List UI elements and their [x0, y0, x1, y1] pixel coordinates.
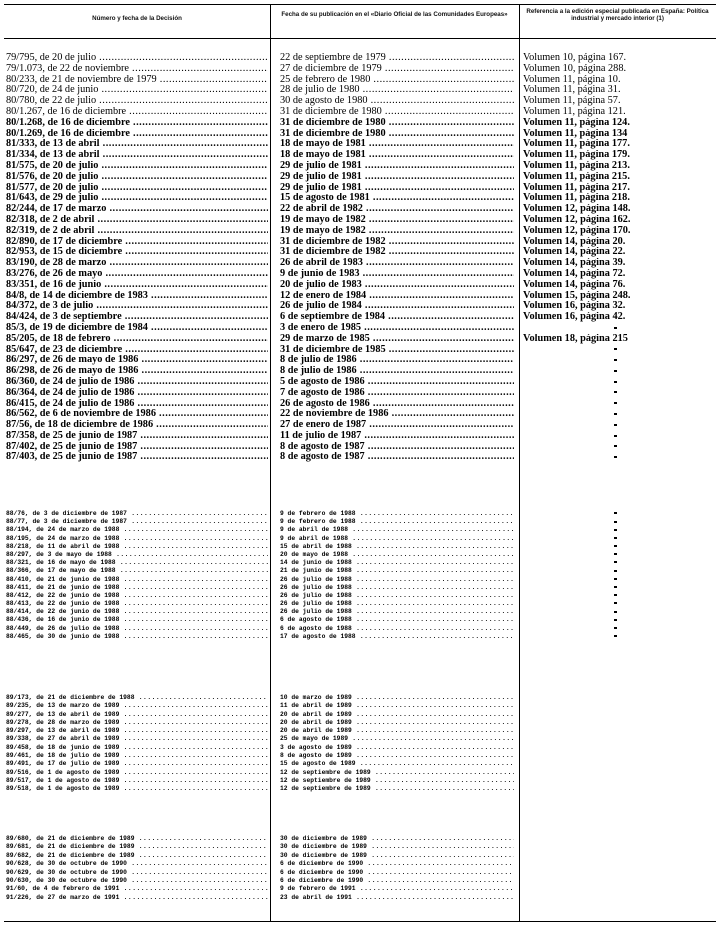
publication-date-row: 20 de abril de 1989 .....: [280, 719, 514, 727]
reference-row: Volumen 14, página 20.: [523, 236, 626, 247]
reference-row: Volumen 11, página 134: [523, 128, 628, 139]
reference-row: [523, 535, 716, 543]
bottom-rule: [4, 921, 716, 922]
publication-date-row: 26 de julio de 1984 .....: [280, 301, 514, 312]
reference-row: [523, 584, 716, 592]
publication-date-row: 12 de septiembre de 1989 .....: [280, 769, 514, 777]
reference-row: [523, 355, 716, 366]
reference-row: [523, 608, 716, 616]
publication-date-row: 26 de agosto de 1986 .....: [280, 399, 514, 410]
reference-row: Volumen 11, página 124.: [523, 117, 630, 128]
reference-row: Volumen 14, página 72.: [523, 268, 626, 279]
block1-date-column: [280, 53, 514, 463]
decision-number-row: 88/77, de 3 de diciembre de 1987 .....: [6, 518, 268, 526]
dash-mark: [614, 600, 617, 608]
publication-date-row: 15 de agosto de 1989 .....: [280, 760, 514, 768]
reference-row: [523, 625, 716, 633]
publication-date-row: 20 de abril de 1989 .....: [280, 727, 514, 735]
publication-date-row: 9 de junio de 1983 .....: [280, 269, 514, 280]
top-rule: [4, 4, 716, 5]
decision-number-row: 89/516, de 1 de agosto de 1989 .....: [6, 769, 268, 777]
decision-number-row: 82/953, de 15 de diciembre .....: [6, 247, 268, 258]
dash-mark: [614, 323, 617, 334]
dash-mark: [614, 442, 617, 453]
reference-row: Volumen 16, página 32.: [523, 301, 626, 312]
reference-row: [523, 452, 716, 463]
decision-number-row: 80/1.267, de 16 de diciembre .....: [6, 107, 268, 118]
reference-row: [523, 442, 716, 453]
block2-decision-column: [6, 510, 268, 641]
decision-number-row: 86/360, de 24 de julio de 1986 .....: [6, 377, 268, 388]
header-publication-date: Fecha de su publicación en el «Diario Oficial de las Comunidades Europeas»: [281, 11, 508, 18]
publication-date-row: 21 de junio de 1988 .....: [280, 567, 514, 575]
block4-date-column: [280, 835, 514, 902]
decision-number-row: 89/682, de 21 de diciembre de 1989 .....: [6, 852, 268, 860]
reference-row: Volumen 11, página 31.: [523, 85, 621, 96]
decision-number-row: 87/56, de 18 de diciembre de 1986 .....: [6, 420, 268, 431]
publication-date-row: 11 de julio de 1987 .....: [280, 431, 514, 442]
dash-mark: [614, 592, 617, 600]
decision-number-row: 90/630, de 30 de octubre de 1990 .....: [6, 877, 268, 885]
decision-number-row: 84/372, de 3 de julio .....: [6, 301, 268, 312]
dash-mark: [614, 409, 617, 420]
decision-number-row: 86/297, de 26 de mayo de 1986 .....: [6, 355, 268, 366]
decision-number-row: 87/402, de 25 de junio de 1987 .....: [6, 442, 268, 453]
publication-date-row: 18 de mayo de 1981 .....: [280, 139, 514, 150]
dash-mark: [614, 345, 617, 356]
decision-number-row: 82/244, de 17 de marzo .....: [6, 204, 268, 215]
decision-number-row: 88/195, de 24 de marzo de 1988 .....: [6, 535, 268, 543]
decision-number-row: 85/205, de 18 de febrero .....: [6, 334, 268, 345]
reference-row: Volumen 15, página 248.: [523, 290, 631, 301]
publication-date-row: 15 de abril de 1988 .....: [280, 543, 514, 551]
decision-number-row: 81/334, de 13 de abril .....: [6, 150, 268, 161]
publication-date-row: 25 de mayo de 1989 .....: [280, 735, 514, 743]
dash-mark: [614, 567, 617, 575]
publication-date-row: 12 de septiembre de 1989 .....: [280, 777, 514, 785]
decision-number-row: 89/338, de 27 de abril de 1989 .....: [6, 735, 268, 743]
publication-date-row: 31 de diciembre de 1980 .....: [280, 107, 514, 118]
header-decision-number: Número y fecha de la Decisión: [92, 15, 182, 22]
block1-decision-column: [6, 53, 268, 463]
publication-date-row: 9 de febrero de 1988 .....: [280, 510, 514, 518]
publication-date-row: 22 de abril de 1982 .....: [280, 204, 514, 215]
dash-mark: [614, 551, 617, 559]
publication-date-row: 18 de mayo de 1981 .....: [280, 150, 514, 161]
publication-date-row: 29 de julio de 1981 .....: [280, 161, 514, 172]
publication-date-row: 28 de julio de 1980 .....: [280, 85, 514, 96]
reference-row: Volumen 10, página 167.: [523, 53, 627, 63]
reference-row: Volumen 11, página 218.: [523, 193, 630, 204]
reference-row: [523, 616, 716, 624]
reference-row: Volumen 14, página 39.: [523, 258, 626, 269]
decision-number-row: 88/410, de 21 de junio de 1988 .....: [6, 576, 268, 584]
publication-date-row: 8 de julio de 1986 .....: [280, 355, 514, 366]
decision-number-row: 89/173, de 21 de diciembre de 1988 .....: [6, 694, 268, 702]
publication-date-row: 30 de diciembre de 1989 .....: [280, 843, 514, 851]
decision-number-row: 85/3, de 19 de diciembre de 1984 .....: [6, 323, 268, 334]
publication-date-row: 8 de julio de 1986 .....: [280, 366, 514, 377]
publication-date-row: 9 de abril de 1988 .....: [280, 535, 514, 543]
dash-mark: [614, 377, 617, 388]
publication-date-row: 26 de abril de 1983 .....: [280, 258, 514, 269]
reference-row: Volumen 14, página 76.: [523, 279, 626, 290]
decision-number-row: 88/412, de 22 de junio de 1988 .....: [6, 592, 268, 600]
publication-date-row: 27 de diciembre de 1979 .....: [280, 64, 514, 75]
publication-date-row: 31 de diciembre de 1980 .....: [280, 129, 514, 140]
reference-row: [523, 366, 716, 377]
dash-mark: [614, 510, 617, 518]
decision-number-row: 81/643, de 29 de julio .....: [6, 193, 268, 204]
publication-date-row: 9 de febrero de 1988 .....: [280, 518, 514, 526]
reference-row: [523, 600, 716, 608]
decision-number-row: 88/218, de 11 de abril de 1988 .....: [6, 543, 268, 551]
publication-date-row: 31 de diciembre de 1982 .....: [280, 247, 514, 258]
reference-row: [523, 388, 716, 399]
decision-number-row: 80/780, de 22 de julio .....: [6, 96, 268, 107]
decision-number-row: 83/276, de 26 de mayo .....: [6, 269, 268, 280]
decision-number-row: 89/461, de 18 de julio de 1989 .....: [6, 752, 268, 760]
reference-row: Volumen 14, página 22.: [523, 247, 626, 258]
decision-number-row: 80/233, de 21 de noviembre de 1979 .....: [6, 75, 268, 86]
dash-mark: [614, 452, 617, 463]
dash-mark: [614, 526, 617, 534]
publication-date-row: 29 de marzo de 1985 .....: [280, 334, 514, 345]
dash-mark: [614, 355, 617, 366]
publication-date-row: 14 de junio de 1988 .....: [280, 559, 514, 567]
decision-number-row: 88/413, de 22 de junio de 1988 .....: [6, 600, 268, 608]
reference-row: Volumen 11, página 215.: [523, 171, 630, 182]
publication-date-row: 29 de julio de 1981 .....: [280, 183, 514, 194]
reference-row: [523, 551, 716, 559]
publication-date-row: 5 de agosto de 1986 .....: [280, 377, 514, 388]
reference-row: Volumen 11, página 217.: [523, 182, 630, 193]
decision-number-row: 81/333, de 13 de abril .....: [6, 139, 268, 150]
decision-number-row: 89/518, de 1 de agosto de 1989 .....: [6, 785, 268, 793]
publication-date-row: 26 de julio de 1988 .....: [280, 600, 514, 608]
block4-decision-column: [6, 835, 268, 902]
reference-row: [523, 377, 716, 388]
reference-row: Volumen 11, página 10.: [523, 74, 621, 85]
dash-mark: [614, 431, 617, 442]
decision-number-row: 90/628, de 30 de octubre de 1990 .....: [6, 860, 268, 868]
reference-row: [523, 399, 716, 410]
decision-number-row: 91/60, de 4 de febrero de 1991 .....: [6, 885, 268, 893]
decision-number-row: 87/403, de 25 de junio de 1987 .....: [6, 452, 268, 463]
decision-number-row: 89/235, de 13 de marzo de 1989 .....: [6, 702, 268, 710]
publication-date-row: 26 de julio de 1988 .....: [280, 608, 514, 616]
dash-mark: [614, 399, 617, 410]
decision-number-row: 88/297, de 3 de mayo de 1988 .....: [6, 551, 268, 559]
reference-row: Volumen 12, página 170.: [523, 225, 631, 236]
publication-date-row: 6 de agosto de 1988 .....: [280, 616, 514, 624]
decision-number-row: 88/76, de 3 de diciembre de 1987 .....: [6, 510, 268, 518]
decision-number-row: 82/319, de 2 de abril .....: [6, 226, 268, 237]
decision-number-row: 81/576, de 20 de julio .....: [6, 172, 268, 183]
reference-row: [523, 559, 716, 567]
publication-date-row: 20 de julio de 1983 .....: [280, 280, 514, 291]
reference-row: Volumen 11, página 213.: [523, 160, 630, 171]
publication-date-row: 31 de diciembre de 1985 .....: [280, 345, 514, 356]
block2-date-column: [280, 510, 514, 641]
reference-row: [523, 567, 716, 575]
header-special-edition-reference: Referencia a la edición especial publicada en España: Política industrial y mercado interior (1): [526, 8, 709, 23]
reference-row: [523, 576, 716, 584]
dash-mark: [614, 388, 617, 399]
publication-date-row: 30 de diciembre de 1989 .....: [280, 852, 514, 860]
publication-date-row: 3 de enero de 1985 .....: [280, 323, 514, 334]
publication-date-row: 17 de agosto de 1988 .....: [280, 633, 514, 641]
block3-decision-column: [6, 694, 268, 794]
reference-row: Volumen 11, página 177.: [523, 139, 630, 150]
decision-number-row: 89/680, de 21 de diciembre de 1989 .....: [6, 835, 268, 843]
decision-number-row: 79/1.073, de 22 de noviembre .....: [6, 64, 268, 75]
dash-mark: [614, 625, 617, 633]
decision-number-row: 88/449, de 26 de julio de 1988 .....: [6, 625, 268, 633]
reference-row: [523, 345, 716, 356]
reference-row: Volumen 16, página 42.: [523, 312, 626, 323]
header-rule: [4, 38, 716, 39]
decision-number-row: 89/491, de 17 de julio de 1989 .....: [6, 760, 268, 768]
decision-number-row: 81/575, de 20 de julio .....: [6, 161, 268, 172]
dash-mark: [614, 633, 617, 641]
dash-mark: [614, 576, 617, 584]
reference-row: [523, 510, 716, 518]
decision-number-row: 85/647, de 23 de diciembre .....: [6, 345, 268, 356]
decision-number-row: 83/190, de 28 de marzo .....: [6, 258, 268, 269]
publication-date-row: 15 de agosto de 1981 .....: [280, 193, 514, 204]
decision-number-row: 88/194, de 24 de marzo de 1988 .....: [6, 526, 268, 534]
publication-date-row: 31 de diciembre de 1980 .....: [280, 118, 514, 129]
publication-date-row: 12 de enero de 1984 .....: [280, 291, 514, 302]
publication-date-row: 26 de julio de 1988 .....: [280, 592, 514, 600]
decision-number-row: 89/517, de 1 de agosto de 1989 .....: [6, 777, 268, 785]
decision-number-row: 83/351, de 16 de junio .....: [6, 280, 268, 291]
publication-date-row: 30 de diciembre de 1989 .....: [280, 835, 514, 843]
reference-row: Volumen 12, página 148.: [523, 204, 631, 215]
decision-number-row: 91/226, de 27 de marzo de 1991 .....: [6, 894, 268, 902]
decision-number-row: 86/562, de 6 de noviembre de 1986 .....: [6, 409, 268, 420]
dash-mark: [614, 559, 617, 567]
reference-row: Volumen 11, página 57.: [523, 96, 621, 107]
dash-mark: [614, 420, 617, 431]
reference-row: [523, 409, 716, 420]
publication-date-row: 22 de noviembre de 1986 .....: [280, 409, 514, 420]
dash-mark: [614, 535, 617, 543]
reference-row: [523, 323, 716, 334]
decision-number-row: 89/458, de 18 de junio de 1989 .....: [6, 744, 268, 752]
publication-date-row: 7 de agosto de 1986 .....: [280, 388, 514, 399]
decision-number-row: 89/277, de 13 de abril de 1989 .....: [6, 711, 268, 719]
reference-row: [523, 518, 716, 526]
decision-number-row: 86/364, de 24 de julio de 1986 .....: [6, 388, 268, 399]
publication-date-row: 29 de julio de 1981 .....: [280, 172, 514, 183]
publication-date-row: 26 de julio de 1988 .....: [280, 576, 514, 584]
decision-number-row: 89/297, de 13 de abril de 1989 .....: [6, 727, 268, 735]
reference-row: Volumen 11, página 121.: [523, 106, 626, 117]
reference-row: [523, 543, 716, 551]
publication-date-row: 6 de diciembre de 1990 .....: [280, 869, 514, 877]
publication-date-row: 11 de abril de 1989 .....: [280, 702, 514, 710]
publication-date-row: 3 de agosto de 1989 .....: [280, 744, 514, 752]
publication-date-row: 6 de diciembre de 1990 .....: [280, 877, 514, 885]
publication-date-row: 27 de enero de 1987 .....: [280, 420, 514, 431]
decision-number-row: 86/415, de 24 de julio de 1986 .....: [6, 399, 268, 410]
decision-number-row: 84/424, de 3 de septiembre .....: [6, 312, 268, 323]
publication-date-row: 6 de diciembre de 1990 .....: [280, 860, 514, 868]
publication-date-row: 6 de septiembre de 1984 .....: [280, 312, 514, 323]
publication-date-row: 26 de julio de 1988 .....: [280, 584, 514, 592]
publication-date-row: 8 de agosto de 1987 .....: [280, 452, 514, 463]
decision-number-row: 79/795, de 20 de julio .....: [6, 53, 268, 64]
dash-mark: [614, 366, 617, 377]
decision-number-row: 88/465, de 30 de junio de 1988 .....: [6, 633, 268, 641]
publication-date-row: 12 de septiembre de 1989 .....: [280, 785, 514, 793]
dash-mark: [614, 518, 617, 526]
decision-number-row: 88/411, de 21 de junio de 1988 .....: [6, 584, 268, 592]
decision-number-row: 88/366, de 17 de mayo de 1988 .....: [6, 567, 268, 575]
reference-row: Volumen 10, página 288.: [523, 63, 627, 74]
block1-reference-column: [523, 53, 716, 463]
publication-date-row: 25 de febrero de 1980 .....: [280, 75, 514, 86]
decision-number-row: 80/1.269, de 16 de diciembre .....: [6, 129, 268, 140]
decision-number-row: 82/890, de 17 de diciembre .....: [6, 237, 268, 248]
publication-date-row: 31 de diciembre de 1982 .....: [280, 237, 514, 248]
publication-date-row: 23 de abril de 1991 .....: [280, 894, 514, 902]
publication-date-row: 6 de agosto de 1988 .....: [280, 625, 514, 633]
publication-date-row: 30 de agosto de 1980 .....: [280, 96, 514, 107]
decision-number-row: 80/1.268, de 16 de diciembre .....: [6, 118, 268, 129]
decision-number-row: 88/321, de 16 de mayo de 1988 .....: [6, 559, 268, 567]
decision-number-row: 88/436, de 16 de junio de 1988 .....: [6, 616, 268, 624]
publication-date-row: 19 de mayo de 1982 .....: [280, 215, 514, 226]
reference-row: Volumen 12, página 162.: [523, 214, 631, 225]
column-divider-2: [519, 4, 520, 921]
dash-mark: [614, 608, 617, 616]
decision-number-row: 82/318, de 2 de abril .....: [6, 215, 268, 226]
decision-number-row: 80/720, de 24 de junio .....: [6, 85, 268, 96]
block2-reference-column: [523, 510, 716, 641]
reference-row: [523, 420, 716, 431]
decision-number-row: 89/278, de 28 de marzo de 1989 .....: [6, 719, 268, 727]
publication-date-row: 19 de mayo de 1982 .....: [280, 226, 514, 237]
column-divider-1: [270, 4, 271, 921]
publication-date-row: 22 de septiembre de 1979 .....: [280, 53, 514, 64]
publication-date-row: 8 de agosto de 1987 .....: [280, 442, 514, 453]
publication-date-row: 20 de abril de 1989 .....: [280, 711, 514, 719]
decision-number-row: 87/358, de 25 de junio de 1987 .....: [6, 431, 268, 442]
publication-date-row: 10 de marzo de 1989 .....: [280, 694, 514, 702]
reference-row: [523, 633, 716, 641]
decision-number-row: 88/414, de 22 de junio de 1988 .....: [6, 608, 268, 616]
reference-row: Volumen 18, página 215: [523, 333, 628, 344]
dash-mark: [614, 543, 617, 551]
publication-date-row: 9 de febrero de 1991 .....: [280, 885, 514, 893]
decision-number-row: 86/298, de 26 de mayo de 1986 .....: [6, 366, 268, 377]
reference-row: [523, 431, 716, 442]
publication-date-row: 9 de abril de 1988 .....: [280, 526, 514, 534]
reference-row: [523, 526, 716, 534]
decision-number-row: 90/629, de 30 de octubre de 1990 .....: [6, 869, 268, 877]
block3-date-column: [280, 694, 514, 794]
publication-date-row: 8 de agosto de 1989 .....: [280, 752, 514, 760]
decision-number-row: 89/681, de 21 de diciembre de 1989 .....: [6, 843, 268, 851]
decision-number-row: 81/577, de 20 de julio .....: [6, 183, 268, 194]
dash-mark: [614, 584, 617, 592]
reference-row: Volumen 11, página 179.: [523, 150, 630, 161]
dash-mark: [614, 616, 617, 624]
decision-number-row: 84/8, de 14 de diciembre de 1983 .....: [6, 291, 268, 302]
publication-date-row: 20 de mayo de 1988 .....: [280, 551, 514, 559]
reference-row: [523, 592, 716, 600]
